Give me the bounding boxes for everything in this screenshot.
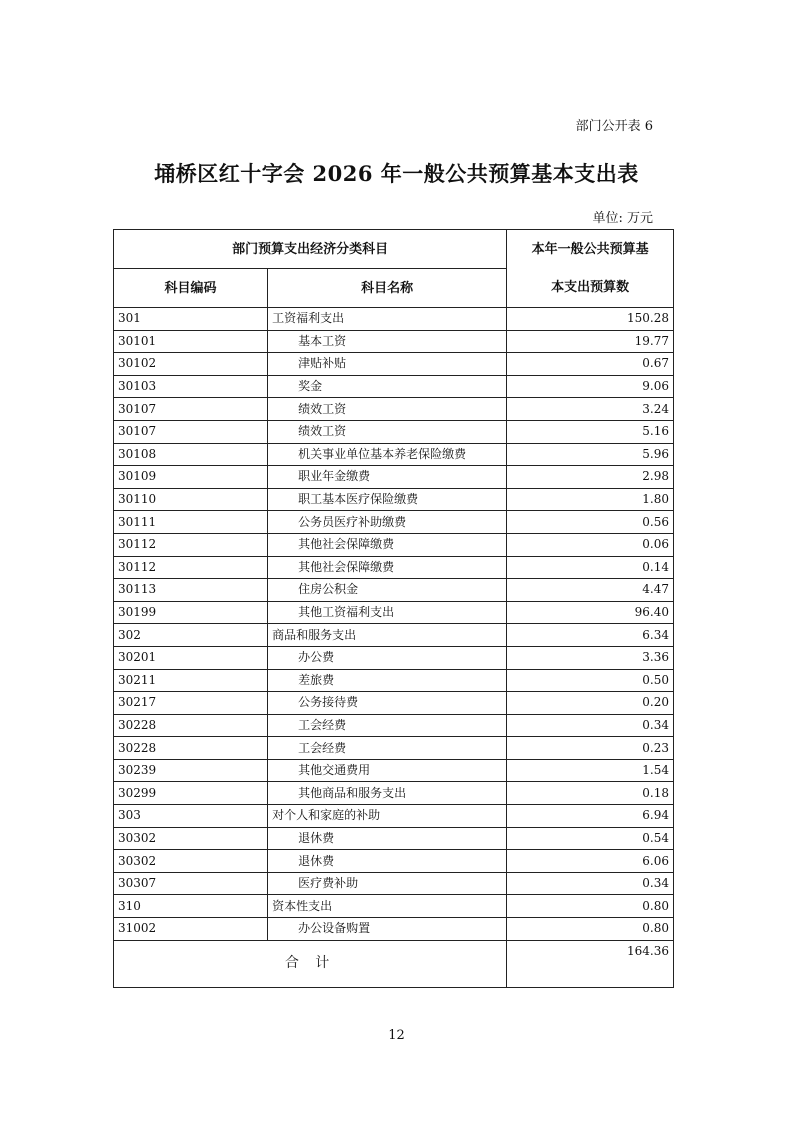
table-row (114, 466, 674, 489)
row-name: 津贴补贴 (268, 353, 507, 376)
row-code: 30239 (114, 759, 268, 782)
row-amount: 4.47 (507, 579, 674, 602)
row-amount: 0.34 (507, 714, 674, 737)
row-code: 30109 (114, 466, 268, 489)
table-row (114, 714, 674, 737)
row-name: 奖金 (268, 375, 507, 398)
row-name: 绩效工资 (268, 398, 507, 421)
table-body (114, 308, 674, 941)
row-amount: 6.94 (507, 805, 674, 828)
row-code: 30228 (114, 737, 268, 760)
row-code: 30211 (114, 669, 268, 692)
row-amount: 150.28 (507, 308, 674, 331)
total-row (114, 940, 674, 987)
row-name: 差旅费 (268, 669, 507, 692)
row-code: 30108 (114, 443, 268, 466)
row-amount: 0.80 (507, 918, 674, 941)
row-code: 30113 (114, 579, 268, 602)
table-row (114, 579, 674, 602)
table-row (114, 601, 674, 624)
table-row (114, 353, 674, 376)
row-amount: 5.16 (507, 420, 674, 443)
row-name: 基本工资 (268, 330, 507, 353)
table-row (114, 556, 674, 579)
table-row (114, 533, 674, 556)
row-code: 30307 (114, 872, 268, 895)
row-code: 30302 (114, 827, 268, 850)
row-amount: 6.34 (507, 624, 674, 647)
row-amount: 1.54 (507, 759, 674, 782)
row-name: 住房公积金 (268, 579, 507, 602)
row-amount: 0.54 (507, 827, 674, 850)
header-name: 科目名称 (268, 269, 507, 308)
row-amount: 0.14 (507, 556, 674, 579)
row-name: 退休费 (268, 827, 507, 850)
row-name: 退休费 (268, 850, 507, 873)
row-amount: 2.98 (507, 466, 674, 489)
row-name: 绩效工资 (268, 420, 507, 443)
total-label: 合 计 (114, 940, 507, 987)
row-code: 310 (114, 895, 268, 918)
row-amount: 0.18 (507, 782, 674, 805)
header-amount (507, 230, 674, 308)
row-code: 30217 (114, 692, 268, 715)
row-code: 30110 (114, 488, 268, 511)
table-row (114, 782, 674, 805)
table-row (114, 895, 674, 918)
unit-label: 单位: 万元 (592, 211, 653, 226)
table-row (114, 398, 674, 421)
header-amount-line2: 本支出预算数 (551, 279, 630, 295)
row-code: 30112 (114, 556, 268, 579)
table-row (114, 737, 674, 760)
row-code: 30201 (114, 646, 268, 669)
row-code: 30102 (114, 353, 268, 376)
table-row (114, 511, 674, 534)
row-name: 工会经费 (268, 737, 507, 760)
document-label: 部门公开表 6 (575, 119, 653, 134)
row-name: 资本性支出 (268, 895, 507, 918)
row-name: 办公费 (268, 646, 507, 669)
row-amount: 96.40 (507, 601, 674, 624)
row-name: 其他社会保障缴费 (268, 533, 507, 556)
row-amount: 5.96 (507, 443, 674, 466)
row-amount: 19.77 (507, 330, 674, 353)
row-name: 机关事业单位基本养老保险缴费 (268, 443, 507, 466)
table-row (114, 646, 674, 669)
row-amount: 0.80 (507, 895, 674, 918)
table-row (114, 308, 674, 331)
total-amount: 164.36 (507, 940, 674, 987)
row-code: 30107 (114, 420, 268, 443)
table-row (114, 669, 674, 692)
row-amount: 0.34 (507, 872, 674, 895)
table-row (114, 692, 674, 715)
row-code: 30199 (114, 601, 268, 624)
row-name: 其他商品和服务支出 (268, 782, 507, 805)
budget-table (113, 229, 674, 988)
row-name: 其他社会保障缴费 (268, 556, 507, 579)
row-name: 职工基本医疗保险缴费 (268, 488, 507, 511)
row-amount: 0.20 (507, 692, 674, 715)
table-row (114, 488, 674, 511)
row-amount: 0.56 (507, 511, 674, 534)
table-row (114, 420, 674, 443)
row-amount: 3.24 (507, 398, 674, 421)
row-amount: 0.06 (507, 533, 674, 556)
table-row (114, 827, 674, 850)
header-code: 科目编码 (114, 269, 268, 308)
row-amount: 9.06 (507, 375, 674, 398)
row-name: 公务接待费 (268, 692, 507, 715)
row-amount: 0.23 (507, 737, 674, 760)
table-row (114, 443, 674, 466)
row-name: 对个人和家庭的补助 (268, 805, 507, 828)
table-row (114, 805, 674, 828)
page-number: 12 (388, 1028, 405, 1043)
row-name: 商品和服务支出 (268, 624, 507, 647)
row-amount: 6.06 (507, 850, 674, 873)
row-code: 30112 (114, 533, 268, 556)
table-row (114, 918, 674, 941)
row-name: 医疗费补助 (268, 872, 507, 895)
header-group: 部门预算支出经济分类科目 (114, 230, 507, 269)
row-code: 30228 (114, 714, 268, 737)
row-code: 30101 (114, 330, 268, 353)
row-code: 301 (114, 308, 268, 331)
table-row (114, 624, 674, 647)
table-row (114, 330, 674, 353)
table-row (114, 375, 674, 398)
row-amount: 1.80 (507, 488, 674, 511)
row-name: 其他工资福利支出 (268, 601, 507, 624)
row-name: 办公设备购置 (268, 918, 507, 941)
row-name: 工资福利支出 (268, 308, 507, 331)
row-code: 31002 (114, 918, 268, 941)
row-amount: 0.67 (507, 353, 674, 376)
page-title: 埇桥区红十字会 2026 年一般公共预算基本支出表 (154, 161, 639, 186)
header-amount-line1: 本年一般公共预算基 (531, 241, 649, 257)
row-name: 工会经费 (268, 714, 507, 737)
row-name: 职业年金缴费 (268, 466, 507, 489)
row-code: 30107 (114, 398, 268, 421)
row-name: 其他交通费用 (268, 759, 507, 782)
row-amount: 3.36 (507, 646, 674, 669)
row-code: 302 (114, 624, 268, 647)
row-code: 303 (114, 805, 268, 828)
table-row (114, 872, 674, 895)
row-amount: 0.50 (507, 669, 674, 692)
row-code: 30103 (114, 375, 268, 398)
row-code: 30299 (114, 782, 268, 805)
row-name: 公务员医疗补助缴费 (268, 511, 507, 534)
row-code: 30302 (114, 850, 268, 873)
table-row (114, 850, 674, 873)
row-code: 30111 (114, 511, 268, 534)
table-row (114, 759, 674, 782)
